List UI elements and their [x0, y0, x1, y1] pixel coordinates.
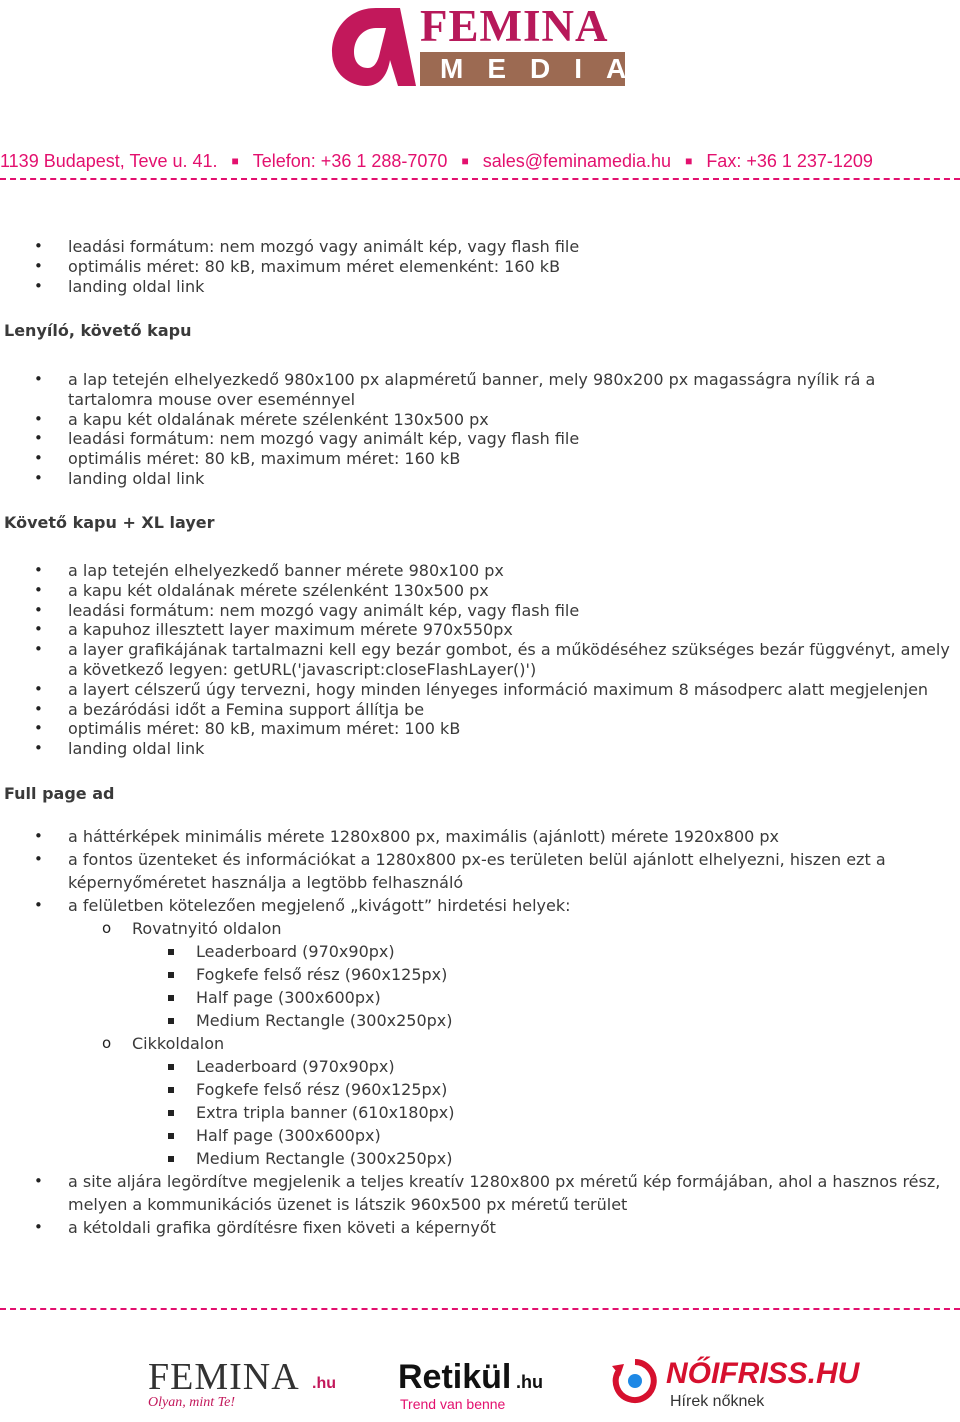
contact-address: 1139 Budapest, Teve u. 41. — [0, 151, 218, 171]
subsublist-item: Half page (300x600px) — [132, 986, 950, 1009]
header-divider — [0, 178, 960, 180]
logo-swirl-icon — [328, 2, 418, 90]
footer-retikul-logo[interactable]: Retikül — [398, 1358, 512, 1396]
list-item: • a lap tetején elhelyezkedő banner mérete 980x100 px — [0, 561, 950, 581]
list-item: • a kapu két oldalának mérete szélenként 130x500 px — [0, 581, 950, 601]
list-item: • optimális méret: 80 kB, maximum méret elemenként: 160 kB — [0, 257, 950, 277]
separator-icon: ■ — [461, 154, 469, 168]
spec-list-fullpage — [0, 825, 950, 1239]
section-heading: Full page ad — [4, 784, 115, 803]
list-item: • a bezáródási időt a Femina support állítja be — [0, 700, 950, 720]
list-item-text: a felületben kötelezően megjelenő „kivágott” hirdetési helyek: — [68, 896, 571, 915]
footer-retikul-hu: .hu — [516, 1372, 543, 1392]
subsublist-item: Leaderboard (970x90px) — [132, 1055, 950, 1078]
subsublist — [132, 940, 950, 1032]
list-item: • a layer grafikájának tartalmazni kell egy bezár gombot, és a működéséhez szükséges bezár függvényt, amely a következő legyen: getURL('javascript:closeFlashLayer()') — [0, 640, 950, 680]
subsublist-item: Extra tripla banner (610x180px) — [132, 1101, 950, 1124]
footer-femina-slogan: Olyan, mint Te! — [148, 1395, 235, 1410]
subsublist-item: Fogkefe felső rész (960x125px) — [132, 1078, 950, 1101]
list-item: • a fontos üzenteket és információkat a 1280x800 px-es területen belül ajánlott elhelyezni, hiszen ezt a képernyőméretet használja a legtöbb felhasználó — [0, 848, 950, 894]
section-heading: Lenyíló, követő kapu — [4, 321, 192, 340]
list-item — [0, 894, 950, 1170]
footer-femina-logo[interactable]: FEMINA — [148, 1356, 300, 1398]
logo-femina-text: FEMINA — [420, 1, 609, 51]
refresh-circle-icon — [610, 1356, 660, 1406]
footer-divider — [0, 1308, 960, 1310]
contact-fax: Fax: +36 1 237-1209 — [706, 151, 873, 171]
list-item[interactable]: • landing oldal link — [0, 739, 950, 759]
list-item: • a lap tetején elhelyezkedő 980x100 px alapméretű banner, mely 980x200 px magasságra nyílik rá a tartalomra mouse over eseménnyel — [0, 370, 950, 410]
subsublist — [132, 1055, 950, 1170]
sublist-item — [68, 1032, 950, 1170]
subsublist-item: Leaderboard (970x90px) — [132, 940, 950, 963]
list-item: • leadási formátum: nem mozgó vagy animált kép, vagy flash file — [0, 429, 950, 449]
list-item: • leadási formátum: nem mozgó vagy animált kép, vagy flash file — [0, 237, 950, 257]
subsublist-item: Fogkefe felső rész (960x125px) — [132, 963, 950, 986]
sublist — [68, 917, 950, 1170]
list-item: • a layert célszerű úgy tervezni, hogy minden lényeges információ maximum 8 másodperc alatt megjelenjen — [0, 680, 950, 700]
separator-icon: ■ — [231, 154, 239, 168]
contact-bar — [0, 150, 960, 174]
contact-email[interactable]: sales@feminamedia.hu — [482, 151, 672, 171]
list-item: • a site aljára legördítve megjelenik a teljes kreatív 1280x800 px méretű kép formájában, ahol a hasznos rész, melyen a kommunikációs üzenet is látszik 960x500 px méretű terület — [0, 1170, 950, 1216]
section-heading: Követő kapu + XL layer — [4, 513, 215, 532]
spec-list-lenyilo — [0, 370, 950, 489]
spec-list-kovetokapu — [0, 561, 950, 759]
list-item: • leadási formátum: nem mozgó vagy animált kép, vagy flash file — [0, 601, 950, 621]
contact-phone: Telefon: +36 1 288-7070 — [252, 151, 448, 171]
list-item[interactable]: • landing oldal link — [0, 469, 950, 489]
list-item: • a háttérképek minimális mérete 1280x800 px, maximális (ajánlott) mérete 1920x800 px — [0, 825, 950, 848]
footer-noifriss-slogan: Hírek nőknek — [670, 1393, 765, 1410]
logo-media-text: MEDIA — [440, 53, 651, 84]
spec-list-top — [0, 237, 950, 296]
list-item: • a kétoldali grafika gördítésre fixen követi a képernyőt — [0, 1216, 950, 1239]
list-item: • optimális méret: 80 kB, maximum méret: 160 kB — [0, 449, 950, 469]
list-item: • a kapu két oldalának mérete szélenként 130x500 px — [0, 410, 950, 430]
sublist-item-label: Cikkoldalon — [132, 1034, 225, 1053]
list-item: • a kapuhoz illesztett layer maximum mérete 970x550px — [0, 620, 950, 640]
sublist-item — [68, 917, 950, 1032]
separator-icon: ■ — [685, 154, 693, 168]
subsublist-item: Medium Rectangle (300x250px) — [132, 1147, 950, 1170]
footer-noifriss-logo[interactable]: NŐIFRISS.HU — [666, 1357, 860, 1390]
list-item[interactable]: • landing oldal link — [0, 277, 950, 297]
subsublist-item: Half page (300x600px) — [132, 1124, 950, 1147]
footer-retikul-slogan: Trend van benne — [400, 1396, 506, 1412]
subsublist-item: Medium Rectangle (300x250px) — [132, 1009, 950, 1032]
sublist-item-label: Rovatnyitó oldalon — [132, 919, 282, 938]
list-item: • optimális méret: 80 kB, maximum méret: 100 kB — [0, 719, 950, 739]
footer-femina-hu: .hu — [312, 1375, 336, 1392]
